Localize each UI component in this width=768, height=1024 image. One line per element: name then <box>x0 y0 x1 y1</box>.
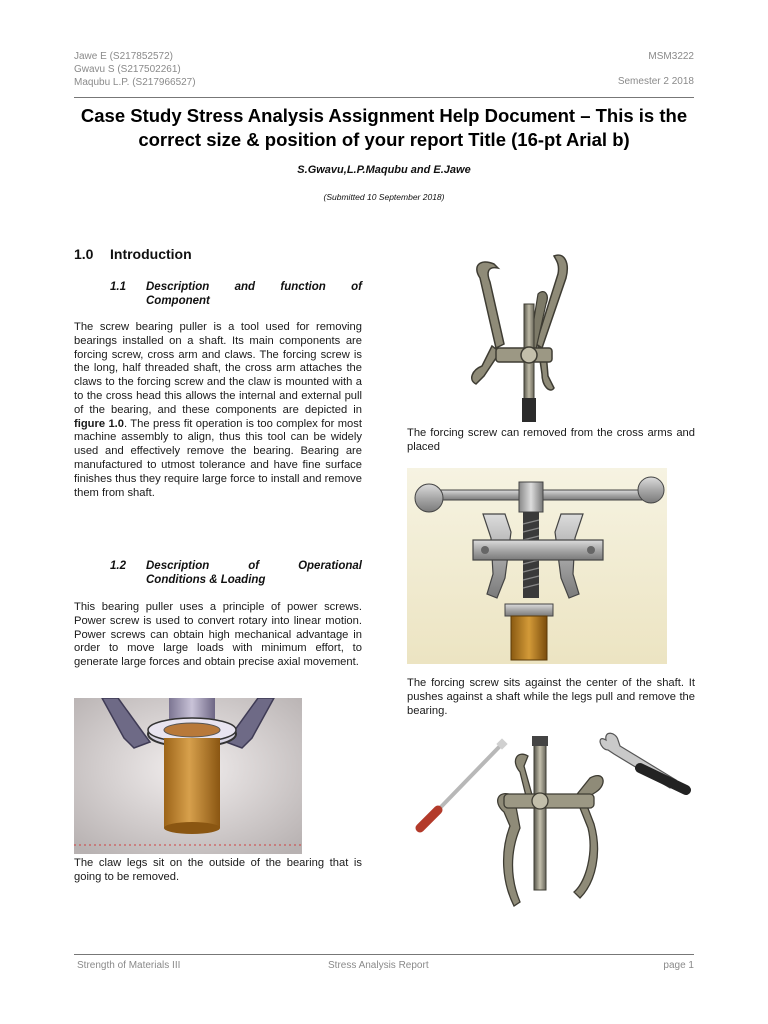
caption-claw-legs: The claw legs sit on the outside of the bearing that is going to be removed. <box>74 857 362 883</box>
paragraph-operational-conditions: This bearing puller uses a principle of power screws. Power screw is used to convert rotary into linear motion. Power screws can obtain high mechanical advantage in order to move large loads with minimum effort, to generate large forces and obtain precise axial movement. <box>74 601 362 669</box>
semester: Semester 2 2018 <box>617 76 694 87</box>
header-divider <box>74 97 694 98</box>
figure-reference: figure 1.0 <box>74 417 125 430</box>
caption-cad-model: The forcing screw sits against the center of the shaft. It pushes against a shaft while the legs pull and remove the bearing. <box>407 677 695 717</box>
subsection-heading-description-function <box>110 280 362 308</box>
subsection-heading-operational-conditions <box>110 559 362 587</box>
subsection-title-line2: Component <box>146 295 210 307</box>
footer-report-name: Stress Analysis Report <box>328 960 429 971</box>
footer-course-name: Strength of Materials III <box>77 960 181 971</box>
subsection-title-line2: Conditions & Loading <box>146 574 266 586</box>
bearing-puller-cad-model <box>407 468 667 664</box>
subsection-title-line1: Description and function of <box>146 281 362 293</box>
footer-page-number: page 1 <box>663 960 694 971</box>
subsection-number: 1.2 <box>110 560 126 572</box>
course-code: MSM3222 <box>648 51 694 62</box>
subsection-title-line1: Description of Operational <box>146 560 362 572</box>
section-title: Introduction <box>110 246 192 262</box>
section-number: 1.0 <box>74 246 94 262</box>
claw-bearing-render <box>74 698 302 854</box>
subsection-number: 1.1 <box>110 281 126 293</box>
caption-puller-photo: The forcing screw can removed from the cross arms and placed <box>407 427 695 453</box>
section-heading-introduction <box>74 246 192 262</box>
report-authors: S.Gwavu,L.P.Maqubu and E.Jawe <box>297 164 471 176</box>
footer-divider <box>74 954 694 955</box>
paragraph-component-description <box>74 321 362 500</box>
running-header-authors <box>74 50 196 89</box>
header-author-1: Jawe E (S217852572) <box>74 51 173 62</box>
header-author-3: Maqubu L.P. (S217966527) <box>74 77 196 88</box>
paragraph-text-continued: . The press fit operation is too complex for most machine assembly to align, thus this tool can be widely used and effectively remove the bearing. Bearing are manufactured to utmost tolerance and have fine surface finishes thus they require large force to install and remove them from shaft. <box>74 417 362 499</box>
report-title: Case Study Stress Analysis Assignment Help Document – This is the correct size & position of your report Title (16-pt Arial b) <box>80 105 688 150</box>
running-header-course <box>618 50 694 88</box>
header-author-2: Gwavu S (S217502261) <box>74 64 181 75</box>
puller-with-tools-photo <box>410 732 700 916</box>
paragraph-text: The screw bearing puller is a tool used for removing bearings installed on a shaft. Its main components are forcing screw, cross arm and claws. The forcing screw is the long, half threaded shaft, the cross arm attaches the claws to the forcing screw and the claw is mounted with a to the cross head this allows the internal and external pull of the bearing, and these components are depicted in <box>74 321 362 416</box>
submission-date: (Submitted 10 September 2018) <box>323 192 445 202</box>
bearing-puller-photo <box>450 248 580 426</box>
